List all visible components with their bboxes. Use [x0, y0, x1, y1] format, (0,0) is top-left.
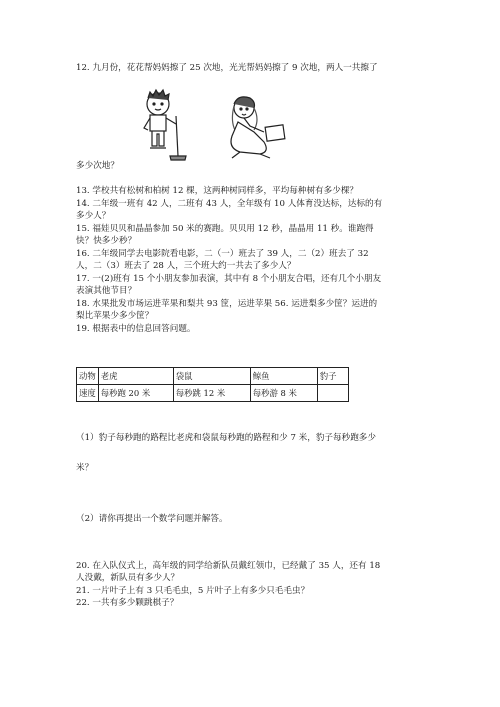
q14-line1: 14. 二年级一班有 42 人，二班有 43 人，全年级有 10 人体育没达标，达标的有: [76, 199, 383, 209]
q19-sub1-line2: 米？: [76, 463, 94, 473]
q12-line1: 12. 九月份，花花帮妈妈擦了 25 次地，光光帮妈妈擦了 9 次地，两人一共擦了: [76, 63, 378, 73]
table-cell: 每秒跳 12 米: [173, 385, 250, 402]
q15-line1: 15. 福娃贝贝和晶晶参加 50 米的赛跑。贝贝用 12 秒，晶晶用 11 秒。谁跑得: [76, 224, 374, 234]
q22-line1: 22. 一共有多少颗跳棋子？: [76, 598, 179, 608]
q13-line1: 13. 学校共有松树和柏树 12 棵，这两种树同样多，平均每种树有多少棵？: [76, 186, 359, 196]
table-row: [77, 385, 349, 402]
table-cell: 速度: [77, 385, 99, 402]
q20-line1: 20. 在入队仪式上，高年级的同学给新队员戴红领巾，已经戴了 35 人，还有 18: [76, 561, 381, 571]
q20-line2: 人没戴，新队员有多少人？: [76, 573, 180, 583]
boy-mopping-illustration: [136, 86, 196, 166]
table-header-row: [77, 368, 349, 385]
girl-wiping-illustration: [220, 92, 298, 164]
table-cell: 袋鼠: [173, 368, 250, 385]
q12-line2: 多少次地？: [76, 161, 119, 171]
q19-line1: 19. 根据表中的信息回答问题。: [76, 324, 196, 334]
q15-line2: 快？快多少秒？: [76, 236, 137, 246]
animal-speed-table: [76, 367, 349, 402]
q17-line2: 表演其他节目？: [76, 286, 137, 296]
q18-line2: 梨比苹果少多少筐？: [76, 311, 154, 321]
q16-line1: 16. 二年级同学去电影院看电影，二（一）班去了 39 人，二（2）班去了 32: [76, 249, 369, 259]
q14-line2: 多少人？: [76, 211, 111, 221]
table-cell: 动物: [77, 368, 99, 385]
table-cell: 老虎: [98, 368, 173, 385]
table-cell: 鲸鱼: [250, 368, 317, 385]
table-cell: 每秒游 8 米: [250, 385, 317, 402]
q17-line1: 17. 一(2)班有 15 个小朋友参加表演，其中有 8 个小朋友合唱，还有几个小朋友: [76, 274, 382, 284]
table-cell: 豹子: [317, 368, 348, 385]
table-cell: [317, 385, 348, 402]
q16-line2: 人，二（3）班去了 28 人，三个班大约一共去了多少人？: [76, 261, 296, 271]
q21-line1: 21. 一片叶子上有 3 只毛毛虫，5 片叶子上有多少只毛毛虫？: [76, 586, 310, 596]
q19-sub2-line1: （2）请你再提出一个数学问题并解答。: [76, 514, 228, 524]
table-cell: 每秒跑 20 米: [98, 385, 173, 402]
q19-sub1-line1: （1）豹子每秒跑的路程比老虎和袋鼠每秒跑的路程和少 7 米，豹子每秒跑多少: [76, 433, 376, 443]
q18-line1: 18. 水果批发市场运进苹果和梨共 93 筐，运进苹果 56. 运进梨多少筐？运进的: [76, 299, 378, 309]
